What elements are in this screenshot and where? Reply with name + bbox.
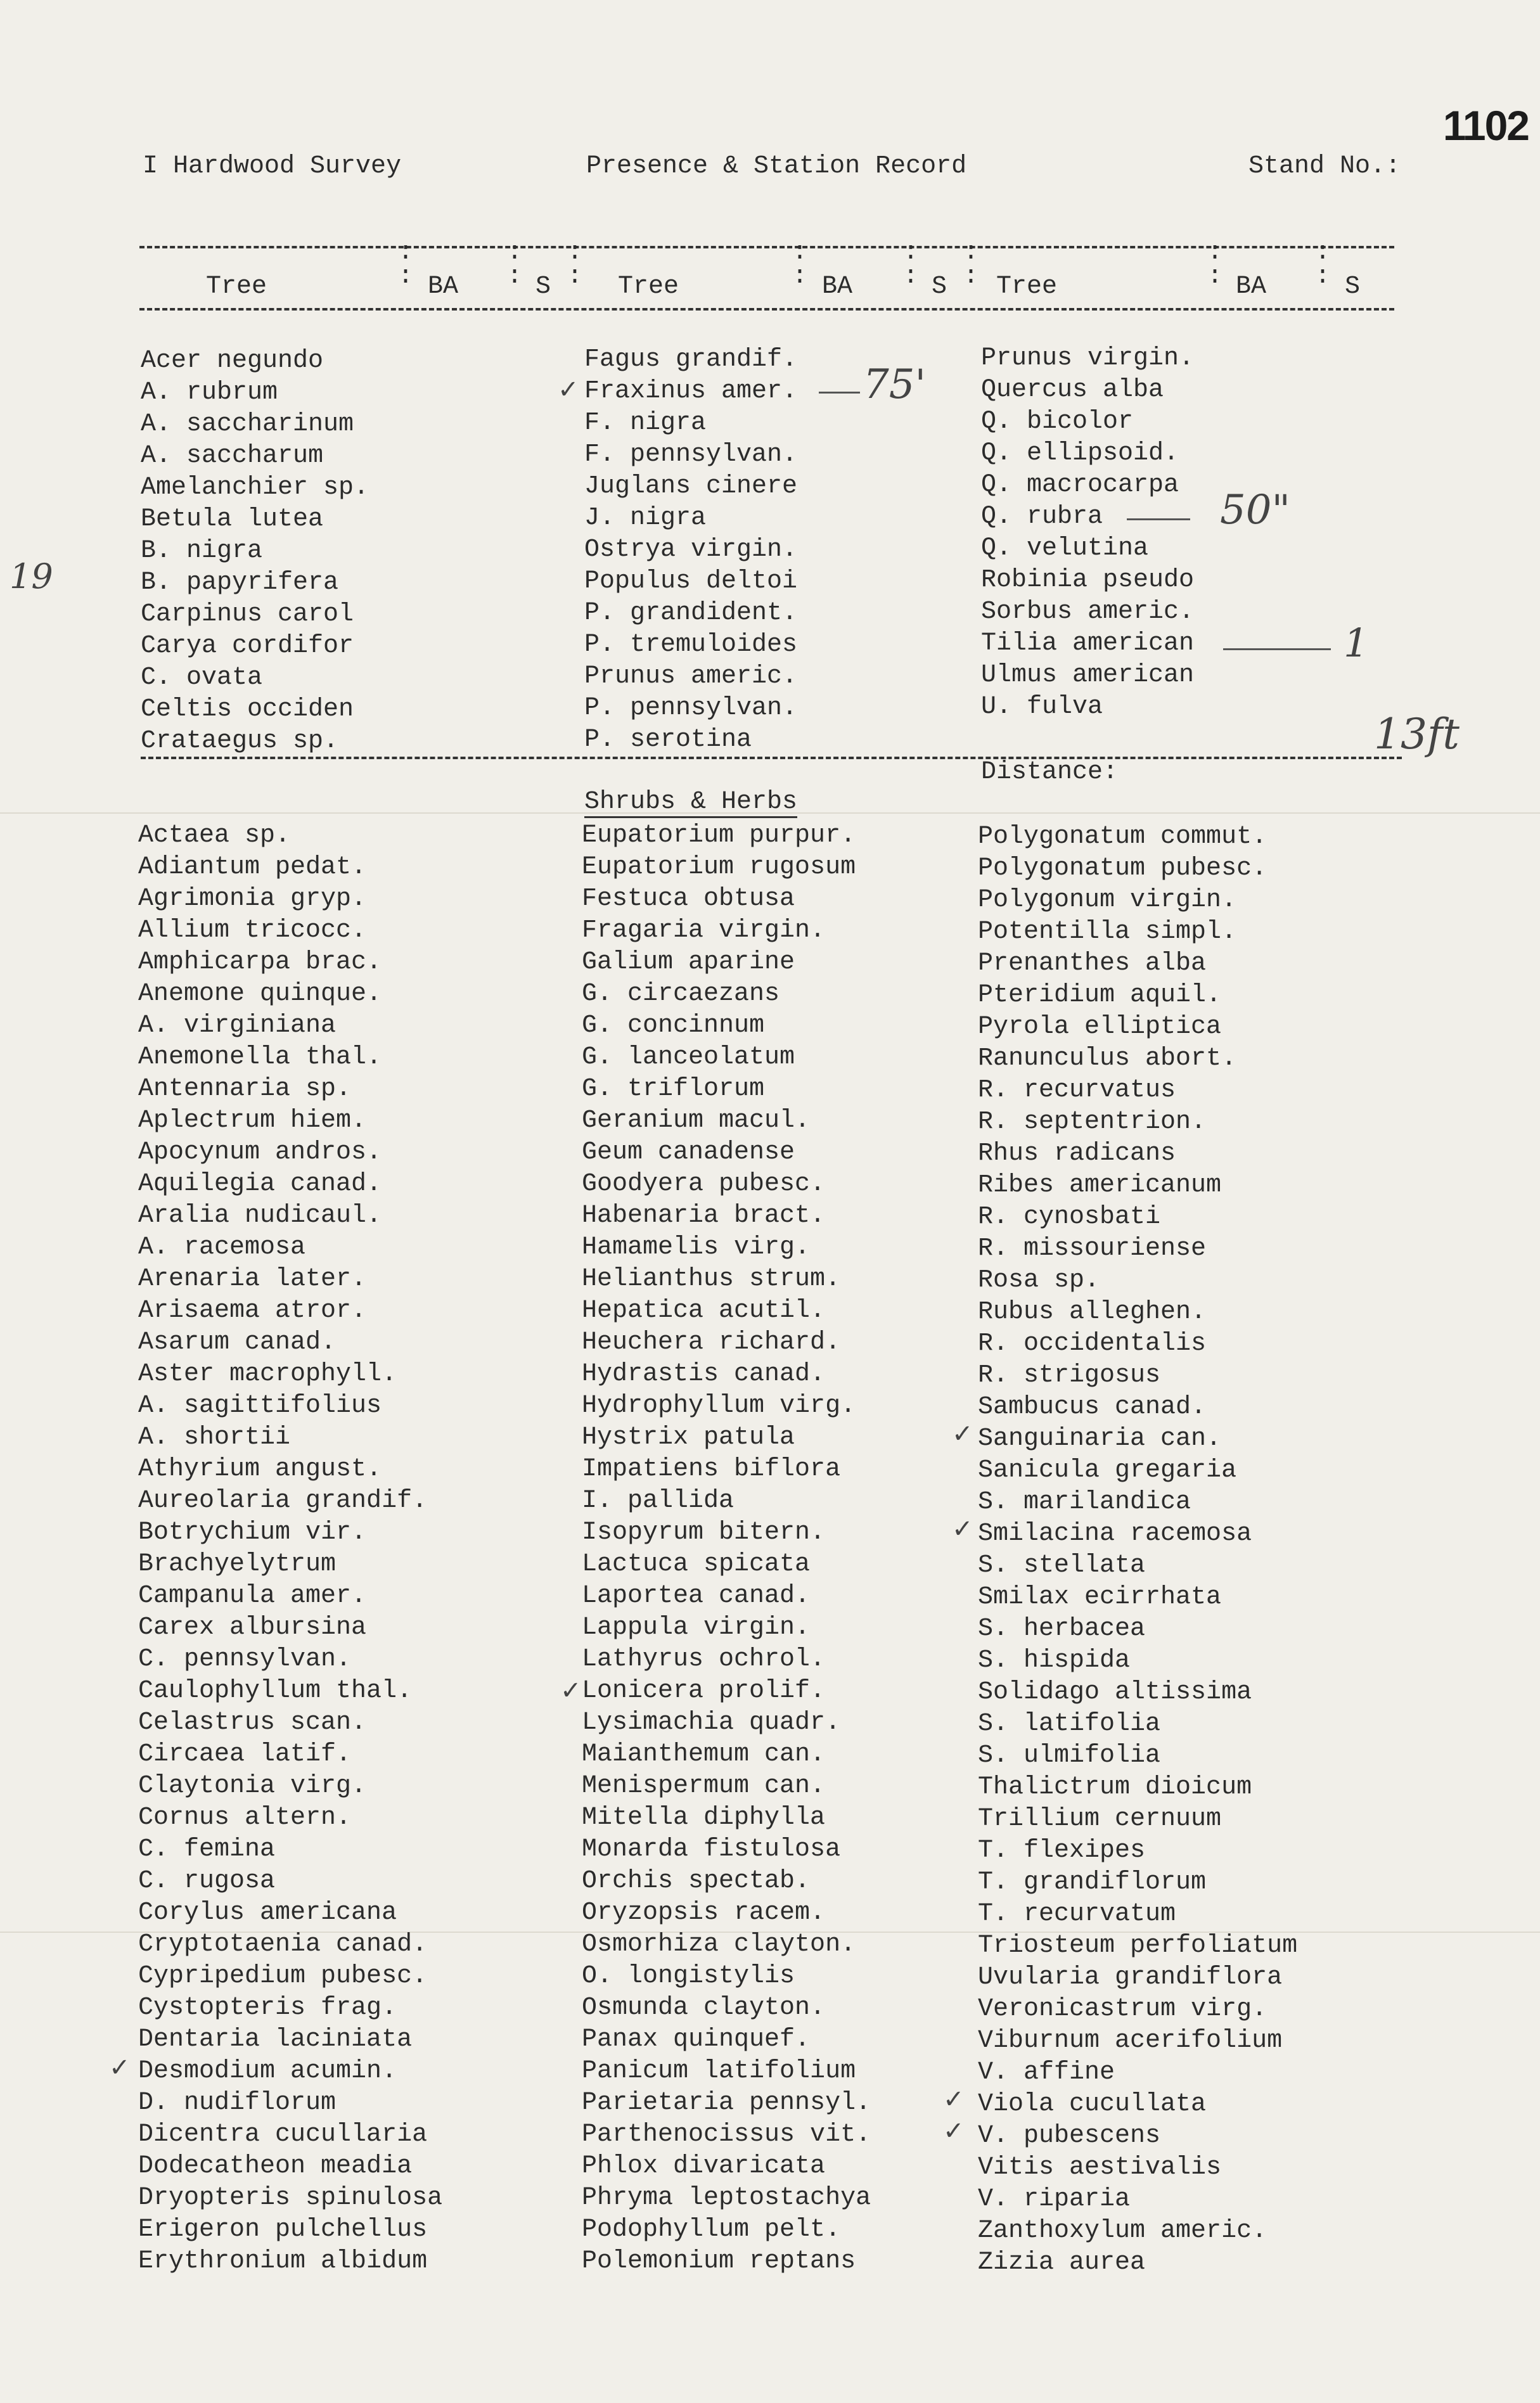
list-item: Goodyera pubesc. bbox=[582, 1170, 826, 1198]
list-item: Desmodium acumin. bbox=[138, 2057, 397, 2086]
list-item: Heuchera richard. bbox=[582, 1328, 841, 1357]
list-item: C. pennsylvan. bbox=[138, 1645, 352, 1674]
handwritten-fraxinus-distance: 75' bbox=[863, 361, 927, 408]
distance-label: Distance: bbox=[981, 758, 1119, 786]
list-item: Viola cucullata bbox=[978, 2090, 1207, 2118]
list-item: V. riparia bbox=[978, 2185, 1131, 2214]
list-item: G. concinnum bbox=[582, 1011, 765, 1040]
list-item: Sanicula gregaria bbox=[978, 1456, 1237, 1485]
column-separator: : : bbox=[963, 238, 979, 291]
list-item: Aster macrophyll. bbox=[138, 1360, 397, 1388]
annotation-leader bbox=[819, 392, 860, 394]
list-item: A. rubrum bbox=[141, 378, 278, 407]
header-rule-top bbox=[139, 246, 1394, 248]
list-item: Q. macrocarpa bbox=[981, 471, 1179, 499]
list-item: Fraxinus amer. bbox=[584, 377, 798, 406]
list-item: Rubus alleghen. bbox=[978, 1298, 1207, 1326]
list-item: U. fulva bbox=[981, 693, 1103, 721]
annotation-leader bbox=[1127, 518, 1190, 520]
list-item: Impatiens biflora bbox=[582, 1455, 841, 1483]
list-item: Sorbus americ. bbox=[981, 598, 1195, 626]
list-item: Zanthoxylum americ. bbox=[978, 2217, 1267, 2245]
list-item: Thalictrum dioicum bbox=[978, 1773, 1252, 1802]
list-item: Osmunda clayton. bbox=[582, 1994, 826, 2022]
column-header-ba: BA bbox=[822, 272, 853, 301]
column-header-s: S bbox=[932, 272, 947, 301]
list-item: Allium tricocc. bbox=[138, 916, 367, 945]
list-item: Circaea latif. bbox=[138, 1740, 352, 1769]
list-item: R. occidentalis bbox=[978, 1330, 1207, 1358]
list-item: Oryzopsis racem. bbox=[582, 1899, 826, 1927]
list-item: Prunus americ. bbox=[584, 662, 798, 691]
list-item: Fagus grandif. bbox=[584, 345, 798, 374]
list-item: Juglans cinere bbox=[584, 472, 798, 501]
list-item: Agrimonia gryp. bbox=[138, 885, 367, 913]
list-item: F. pennsylvan. bbox=[584, 440, 798, 469]
list-item: Trillium cernuum bbox=[978, 1805, 1222, 1833]
list-item: Orchis spectab. bbox=[582, 1867, 811, 1895]
list-item: Sanguinaria can. bbox=[978, 1425, 1222, 1453]
list-item: R. recurvatus bbox=[978, 1076, 1176, 1105]
list-item: Festuca obtusa bbox=[582, 885, 795, 913]
list-item: T. recurvatum bbox=[978, 1900, 1176, 1928]
list-item: P. tremuloides bbox=[584, 631, 798, 659]
list-item: G. triflorum bbox=[582, 1075, 765, 1103]
list-item: Aplectrum hiem. bbox=[138, 1106, 367, 1135]
list-item: F. nigra bbox=[584, 409, 707, 437]
list-item: Lonicera prolif. bbox=[582, 1677, 826, 1705]
column-separator: : : bbox=[792, 238, 808, 291]
list-item: Tilia american bbox=[981, 629, 1195, 658]
list-item: A. saccharinum bbox=[141, 410, 354, 439]
list-item: Carex albursina bbox=[138, 1613, 367, 1642]
list-item: J. nigra bbox=[584, 504, 707, 532]
list-item: Hydrophyllum virg. bbox=[582, 1392, 856, 1420]
list-item: Caulophyllum thal. bbox=[138, 1677, 413, 1705]
list-item: C. rugosa bbox=[138, 1867, 276, 1895]
list-item: Actaea sp. bbox=[138, 821, 291, 850]
record-title: Presence & Station Record bbox=[586, 152, 967, 181]
list-item: Phryma leptostachya bbox=[582, 2184, 871, 2212]
list-item: Eupatorium rugosum bbox=[582, 853, 856, 881]
stand-number: 1102 bbox=[1442, 102, 1529, 149]
list-item: S. stellata bbox=[978, 1551, 1146, 1580]
list-item: Q. rubra bbox=[981, 503, 1103, 531]
list-item: Polemonium reptans bbox=[582, 2247, 856, 2276]
list-item: I. pallida bbox=[582, 1487, 735, 1515]
list-item: Monarda fistulosa bbox=[582, 1835, 841, 1864]
list-item: Botrychium vir. bbox=[138, 1518, 367, 1547]
list-item: Q. ellipsoid. bbox=[981, 439, 1179, 468]
list-item: Podophyllum pelt. bbox=[582, 2215, 841, 2244]
list-item: Geranium macul. bbox=[582, 1106, 811, 1135]
list-item: Carpinus carol bbox=[141, 600, 354, 629]
column-header-tree: Tree bbox=[618, 272, 679, 301]
list-item: Aralia nudicaul. bbox=[138, 1202, 382, 1230]
list-item: Vitis aestivalis bbox=[978, 2153, 1222, 2182]
list-item: Potentilla simpl. bbox=[978, 918, 1237, 946]
list-item: Osmorhiza clayton. bbox=[582, 1930, 856, 1959]
list-item: Uvularia grandiflora bbox=[978, 1963, 1283, 1992]
list-item: G. lanceolatum bbox=[582, 1043, 795, 1072]
list-item: Lathyrus ochrol. bbox=[582, 1645, 826, 1674]
list-item: A. racemosa bbox=[138, 1233, 306, 1262]
list-item: Cystopteris frag. bbox=[138, 1994, 397, 2022]
list-item: A. sagittifolius bbox=[138, 1392, 382, 1420]
list-item: Asarum canad. bbox=[138, 1328, 337, 1357]
list-item: D. nudiflorum bbox=[138, 2089, 337, 2117]
header-rule-bottom bbox=[139, 308, 1394, 311]
list-item: Eupatorium purpur. bbox=[582, 821, 856, 850]
list-item: Anemonella thal. bbox=[138, 1043, 382, 1072]
check-mark-icon: ✓ bbox=[109, 2053, 131, 2082]
list-item: Fragaria virgin. bbox=[582, 916, 826, 945]
list-item: Prenanthes alba bbox=[978, 949, 1207, 978]
list-item: Arenaria later. bbox=[138, 1265, 367, 1293]
list-item: Athyrium angust. bbox=[138, 1455, 382, 1483]
column-header-tree: Tree bbox=[996, 272, 1058, 301]
column-separator: : : bbox=[507, 238, 523, 291]
list-item: Parthenocissus vit. bbox=[582, 2120, 871, 2149]
list-item: C. ovata bbox=[141, 663, 263, 692]
check-mark-icon: ✓ bbox=[952, 1515, 973, 1544]
list-item: Triosteum perfoliatum bbox=[978, 1932, 1298, 1960]
list-item: Rhus radicans bbox=[978, 1139, 1176, 1168]
list-item: Adiantum pedat. bbox=[138, 853, 367, 881]
list-item: Ribes americanum bbox=[978, 1171, 1222, 1200]
list-item: Dodecatheon meadia bbox=[138, 2152, 413, 2181]
list-item: Q. velutina bbox=[981, 534, 1149, 563]
list-item: Brachyelytrum bbox=[138, 1550, 337, 1579]
list-item: Polygonatum pubesc. bbox=[978, 854, 1267, 883]
list-item: V. affine bbox=[978, 2058, 1115, 2087]
list-item: Maianthemum can. bbox=[582, 1740, 826, 1769]
list-item: Smilax ecirrhata bbox=[978, 1583, 1222, 1612]
list-item: Ulmus american bbox=[981, 661, 1195, 689]
list-item: A. virginiana bbox=[138, 1011, 337, 1040]
handwritten-distance-value: 13ft bbox=[1374, 710, 1460, 759]
list-item: Cryptotaenia canad. bbox=[138, 1930, 428, 1959]
list-item: B. nigra bbox=[141, 537, 263, 565]
check-mark-icon: ✓ bbox=[943, 2117, 965, 2146]
list-item: Q. bicolor bbox=[981, 407, 1134, 436]
list-item: O. longistylis bbox=[582, 1962, 795, 1990]
list-item: Pyrola elliptica bbox=[978, 1013, 1222, 1041]
list-item: Crataegus sp. bbox=[141, 727, 339, 755]
handwritten-margin-number: 19 bbox=[10, 556, 53, 596]
list-item: Veronicastrum virg. bbox=[978, 1995, 1267, 2023]
check-mark-icon: ✓ bbox=[558, 375, 579, 404]
list-item: Amelanchier sp. bbox=[141, 473, 369, 502]
list-item: G. circaezans bbox=[582, 980, 780, 1008]
list-item: S. hispida bbox=[978, 1646, 1131, 1675]
list-item: Panax quinquef. bbox=[582, 2025, 811, 2054]
list-item: Smilacina racemosa bbox=[978, 1520, 1252, 1548]
list-item: Apocynum andros. bbox=[138, 1138, 382, 1167]
list-item: V. pubescens bbox=[978, 2122, 1161, 2150]
list-item: Celtis occiden bbox=[141, 695, 354, 724]
annotation-leader bbox=[1223, 648, 1331, 650]
list-item: C. femina bbox=[138, 1835, 276, 1864]
check-mark-icon: ✓ bbox=[560, 1676, 582, 1705]
column-header-ba: BA bbox=[428, 272, 459, 301]
list-item: S. ulmifolia bbox=[978, 1741, 1161, 1770]
list-item: P. serotina bbox=[584, 726, 752, 754]
list-item: Antennaria sp. bbox=[138, 1075, 352, 1103]
list-item: Aquilegia canad. bbox=[138, 1170, 382, 1198]
list-item: Hamamelis virg. bbox=[582, 1233, 811, 1262]
list-item: P. grandident. bbox=[584, 599, 798, 627]
list-item: Populus deltoi bbox=[584, 567, 798, 596]
list-item: Viburnum acerifolium bbox=[978, 2027, 1283, 2055]
column-header-s: S bbox=[1345, 272, 1361, 301]
list-item: S. herbacea bbox=[978, 1615, 1146, 1643]
list-item: Acer negundo bbox=[141, 347, 324, 375]
check-mark-icon: ✓ bbox=[943, 2085, 965, 2114]
list-item: R. cynosbati bbox=[978, 1203, 1161, 1231]
list-item: R. missouriense bbox=[978, 1234, 1207, 1263]
list-item: Celastrus scan. bbox=[138, 1708, 367, 1737]
list-item: Amphicarpa brac. bbox=[138, 948, 382, 977]
column-separator: : : bbox=[1207, 238, 1223, 291]
list-item: Pteridium aquil. bbox=[978, 981, 1222, 1009]
list-item: Menispermum can. bbox=[582, 1772, 826, 1800]
survey-title: I Hardwood Survey bbox=[143, 152, 402, 181]
list-item: Hepatica acutil. bbox=[582, 1297, 826, 1325]
column-separator: : : bbox=[398, 238, 414, 291]
column-separator: : : bbox=[1315, 238, 1331, 291]
list-item: P. pennsylvan. bbox=[584, 694, 798, 722]
list-item: Dicentra cucullaria bbox=[138, 2120, 428, 2149]
list-item: Lactuca spicata bbox=[582, 1550, 811, 1579]
list-item: Robinia pseudo bbox=[981, 566, 1195, 594]
handwritten-rubra-distance: 50" bbox=[1220, 487, 1290, 534]
list-item: Arisaema atror. bbox=[138, 1297, 367, 1325]
list-item: Helianthus strum. bbox=[582, 1265, 841, 1293]
list-item: Habenaria bract. bbox=[582, 1202, 826, 1230]
list-item: Geum canadense bbox=[582, 1138, 795, 1167]
list-item: Betula lutea bbox=[141, 505, 324, 534]
list-item: Erigeron pulchellus bbox=[138, 2215, 428, 2244]
list-item: R. strigosus bbox=[978, 1361, 1161, 1390]
list-item: Lappula virgin. bbox=[582, 1613, 811, 1642]
column-separator: : : bbox=[903, 238, 919, 291]
column-header-ba: BA bbox=[1236, 272, 1267, 301]
tree-section-rule bbox=[141, 757, 1402, 759]
list-item: Mitella diphylla bbox=[582, 1804, 826, 1832]
list-item: B. papyrifera bbox=[141, 568, 339, 597]
list-item: Dentaria laciniata bbox=[138, 2025, 413, 2054]
stand-label: Stand No.: bbox=[1248, 152, 1401, 181]
list-item: Hydrastis canad. bbox=[582, 1360, 826, 1388]
list-item: S. marilandica bbox=[978, 1488, 1191, 1516]
handwritten-tilia-mark: 1 bbox=[1344, 620, 1369, 666]
list-item: Carya cordifor bbox=[141, 632, 354, 660]
list-item: Galium aparine bbox=[582, 948, 795, 977]
column-separator: : : bbox=[567, 238, 583, 291]
list-item: Cornus altern. bbox=[138, 1804, 352, 1832]
list-item: Prunus virgin. bbox=[981, 344, 1195, 373]
list-item: A. shortii bbox=[138, 1423, 291, 1452]
shrubs-heading bbox=[584, 788, 797, 816]
column-header-tree: Tree bbox=[206, 272, 267, 301]
list-item: Parietaria pennsyl. bbox=[582, 2089, 871, 2117]
list-item: Panicum latifolium bbox=[582, 2057, 856, 2086]
list-item: T. grandiflorum bbox=[978, 1868, 1207, 1897]
list-item: Quercus alba bbox=[981, 376, 1164, 404]
list-item: Polygonatum commut. bbox=[978, 823, 1267, 851]
list-item: Anemone quinque. bbox=[138, 980, 382, 1008]
list-item: Hystrix patula bbox=[582, 1423, 795, 1452]
list-item: Polygonum virgin. bbox=[978, 886, 1237, 914]
list-item: Zizia aurea bbox=[978, 2248, 1146, 2277]
list-item: Aureolaria grandif. bbox=[138, 1487, 428, 1515]
list-item: Corylus americana bbox=[138, 1899, 397, 1927]
list-item: S. latifolia bbox=[978, 1710, 1161, 1738]
list-item: A. saccharum bbox=[141, 442, 324, 470]
list-item: Campanula amer. bbox=[138, 1582, 367, 1610]
check-mark-icon: ✓ bbox=[952, 1419, 973, 1449]
list-item: Cypripedium pubesc. bbox=[138, 1962, 428, 1990]
list-item: Sambucus canad. bbox=[978, 1393, 1207, 1421]
list-item: T. flexipes bbox=[978, 1836, 1146, 1865]
column-header-s: S bbox=[536, 272, 551, 301]
list-item: Dryopteris spinulosa bbox=[138, 2184, 443, 2212]
list-item: Rosa sp. bbox=[978, 1266, 1100, 1295]
list-item: Ostrya virgin. bbox=[584, 535, 798, 564]
list-item: Phlox divaricata bbox=[582, 2152, 826, 2181]
list-item: Erythronium albidum bbox=[138, 2247, 428, 2276]
list-item: Isopyrum bitern. bbox=[582, 1518, 826, 1547]
list-item: Ranunculus abort. bbox=[978, 1044, 1237, 1073]
shrubs-heading-text: Shrubs & Herbs bbox=[584, 788, 797, 818]
list-item: Laportea canad. bbox=[582, 1582, 811, 1610]
list-item: Solidago altissima bbox=[978, 1678, 1252, 1707]
list-item: Claytonia virg. bbox=[138, 1772, 367, 1800]
list-item: R. septentrion. bbox=[978, 1108, 1207, 1136]
list-item: Lysimachia quadr. bbox=[582, 1708, 841, 1737]
